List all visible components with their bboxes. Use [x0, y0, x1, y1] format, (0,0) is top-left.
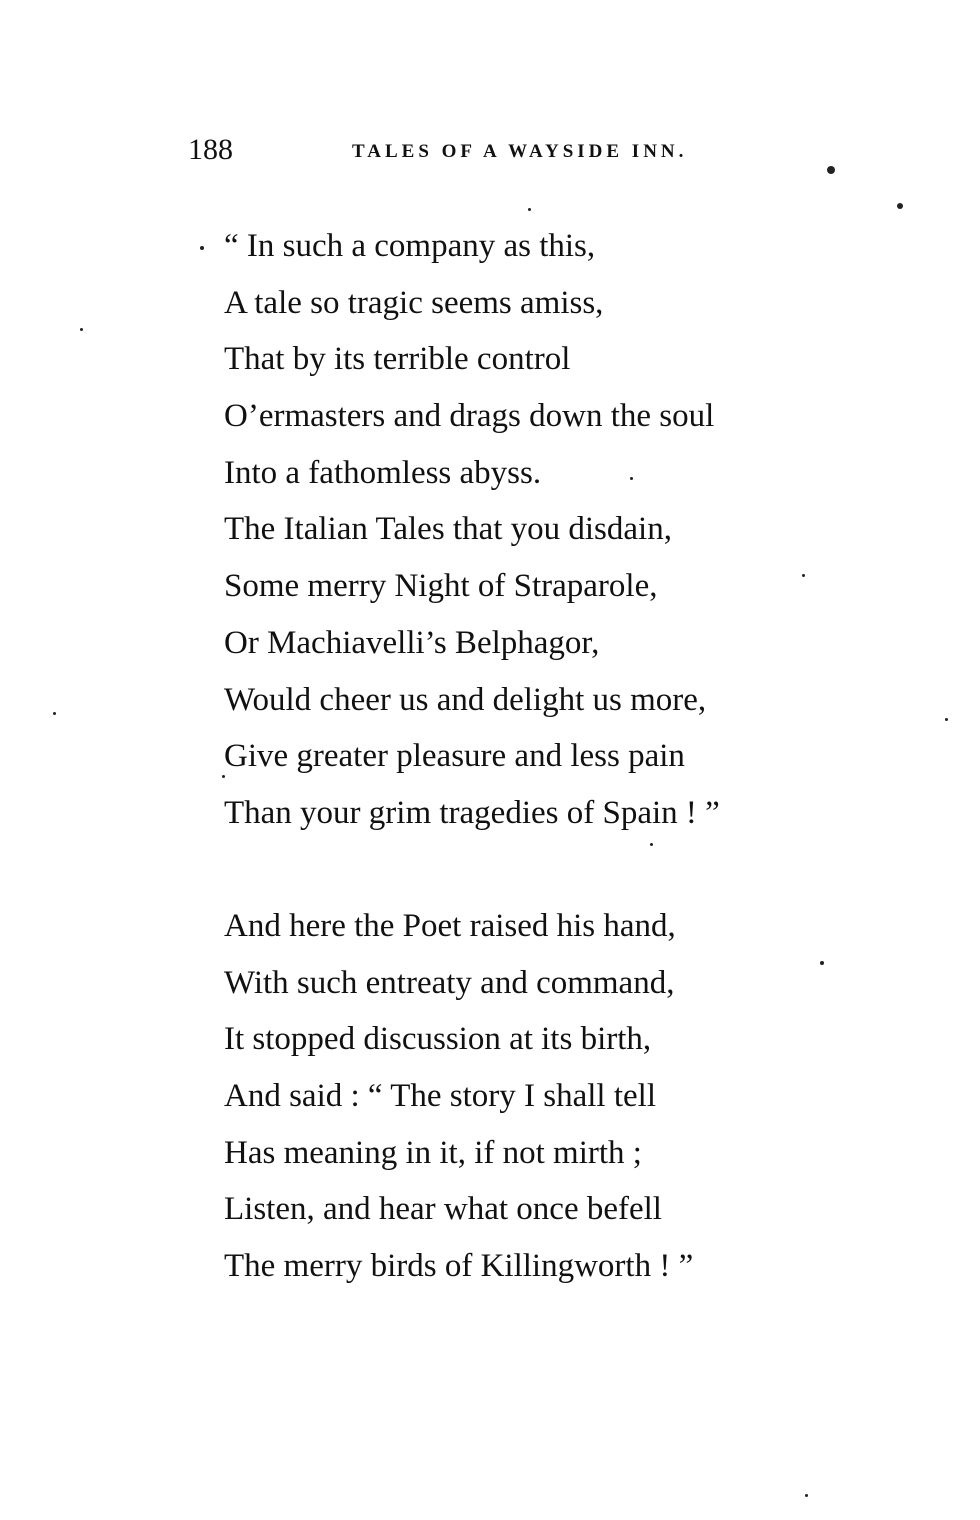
print-speck [827, 166, 835, 174]
verse-line: Some merry Night of Straparole, [224, 568, 658, 605]
verse-line: The Italian Tales that you disdain, [224, 511, 672, 548]
verse-line: The merry birds of Killingworth ! ” [224, 1248, 694, 1285]
verse-line: It stopped discussion at its birth, [224, 1021, 652, 1058]
print-speck [630, 477, 633, 480]
verse-line: And here the Poet raised his hand, [224, 908, 676, 944]
verse-line: That by its terrible control [224, 341, 571, 378]
print-speck [820, 961, 824, 965]
running-head [188, 130, 748, 170]
verse-line: Than your grim tragedies of Spain ! ” [224, 794, 720, 831]
print-speck [802, 574, 805, 577]
verse-line: And said : “ The story I shall tell [224, 1078, 656, 1115]
verse-line: A tale so tragic seems amiss, [224, 284, 604, 321]
verse-line: Has meaning in it, if not mirth ; [224, 1134, 642, 1171]
print-speck [53, 712, 56, 715]
verse-line: Give greater pleasure and less pain [224, 738, 685, 775]
verse-line: Into a fathomless abyss. [224, 454, 542, 491]
print-speck [897, 203, 903, 209]
verse-line: “ In such a company as this, [224, 228, 596, 264]
stanza-1 [224, 218, 924, 842]
print-speck [80, 328, 83, 331]
page-number: 188 [188, 133, 233, 166]
verse-line: O’ermasters and drags down the soul [224, 398, 715, 435]
print-speck [805, 1494, 808, 1497]
print-speck [945, 718, 948, 721]
print-speck [650, 843, 653, 846]
running-title: TALES OF A WAYSIDE INN. [352, 141, 688, 162]
verse-line: With such entreaty and command, [224, 964, 675, 1001]
verse-line: Would cheer us and delight us more, [224, 681, 707, 718]
print-speck [222, 775, 225, 778]
verse-line: Or Machiavelli’s Belphagor, [224, 624, 600, 661]
print-speck [528, 208, 531, 211]
verse-line: Listen, and hear what once befell [224, 1191, 662, 1228]
stanza-2 [224, 898, 924, 1295]
print-speck [200, 246, 204, 250]
